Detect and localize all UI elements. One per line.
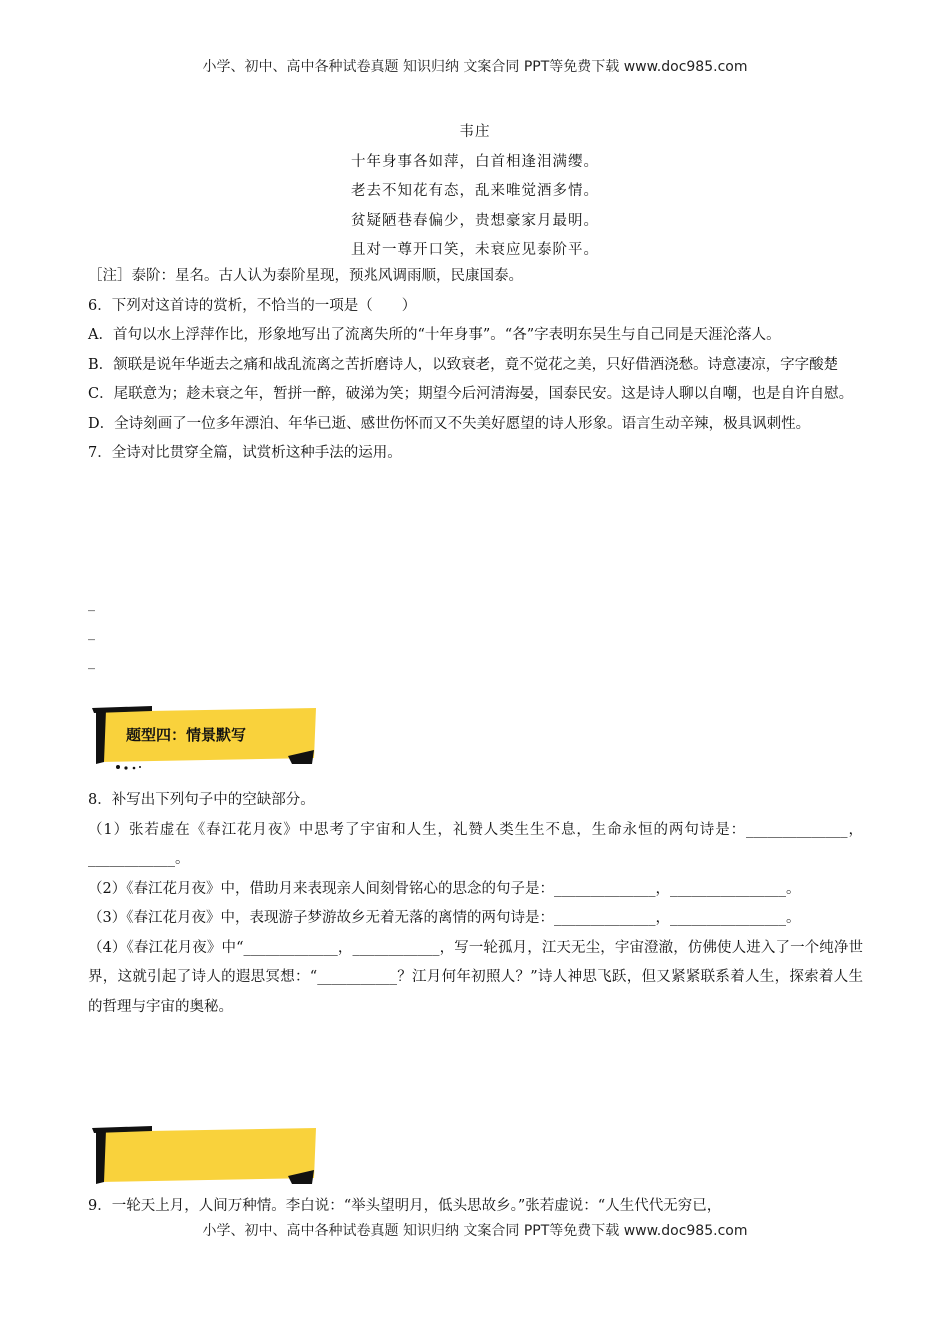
answer-line: _ bbox=[88, 654, 95, 670]
poem bbox=[0, 118, 950, 266]
question-9-stem bbox=[88, 1192, 863, 1222]
question-9-text: 9．一轮天上月，人间万种情。李白说：“举头望明月，低头思故乡。”张若虚说：“人生代代无穷已， bbox=[88, 1198, 722, 1214]
question-6-option-a: A．首句以水上浮萍作比，形象地写出了流离失所的“十年身事”。“各”字表明东吴生与自己同是天涯沦落人。 bbox=[88, 327, 781, 343]
section-banner-4 bbox=[92, 706, 318, 762]
section-title: 题型四：情景默写 bbox=[126, 726, 247, 744]
section-banner-5 bbox=[92, 1126, 318, 1182]
question-block-6-7 bbox=[88, 262, 863, 469]
question-block-8 bbox=[88, 786, 863, 1022]
answer-line: _ bbox=[88, 625, 95, 641]
poem-line: 老去不知花有态，乱来唯觉酒多情。 bbox=[351, 183, 599, 199]
poem-line: 贫疑陋巷春偏少，贵想豪家月最明。 bbox=[351, 212, 599, 229]
question-8-item-1: （1）张若虚在《春江花月夜》中思考了宇宙和人生，礼赞人类生生不息，生命永恒的两句诗是：______________，____________。 bbox=[88, 821, 863, 867]
banner-background bbox=[92, 1126, 318, 1190]
poem-line: 且对一尊开口笑，未衰应见泰阶平。 bbox=[351, 242, 599, 258]
question-7-stem: 7．全诗对比贯穿全篇，试赏析这种手法的运用。 bbox=[88, 445, 402, 461]
page-footer: 小学、初中、高中各种试卷真题 知识归纳 文案合同 PPT等免费下载 www.doc985.com bbox=[202, 1223, 748, 1239]
question-8-item-4: （4）《春江花月夜》中“_____________，____________，写一轮孤月，江天无尘，宇宙澄澈，仿佛使人进入了一个纯净世界，这就引起了诗人的遐思冥想：“___________？江月何年初照人？”诗人神思飞跃，但又紧紧联系着人生，探索着人生的哲理与宇宙的奥秘。 bbox=[88, 939, 863, 1015]
question-8-stem: 8．补写出下列句子中的空缺部分。 bbox=[88, 792, 315, 808]
answer-line: _ bbox=[88, 596, 95, 612]
question-6-stem: 6．下列对这首诗的赏析，不恰当的一项是（ ） bbox=[88, 297, 417, 314]
question-6-option-b: B．颔联是说年华逝去之痛和战乱流离之苦折磨诗人，以致衰老，竟不觉花之美，只好借酒浇愁。诗意凄凉，字字酸楚 bbox=[88, 356, 839, 373]
poem-author: 韦庄 bbox=[459, 124, 491, 140]
poem-note: ［注］泰阶：星名。古人认为泰阶星现，预兆风调雨顺，民康国泰。 bbox=[88, 268, 523, 284]
question-6-option-c: C．尾联意为；趁未衰之年，暂拼一醉，破涕为笑；期望今后河清海晏，国泰民安。这是诗人聊以自嘲，也是自许自慰。 bbox=[88, 386, 854, 402]
question-6-option-d: D．全诗刻画了一位多年漂泊、年华已逝、感世伤怀而又不失美好愿望的诗人形象。语言生动辛辣，极具讽刺性。 bbox=[88, 415, 811, 432]
question-8-item-3: （3）《春江花月夜》中，表现游子梦游故乡无着无落的离情的两句诗是：______________，________________。 bbox=[88, 910, 801, 926]
question-8-item-2: （2）《春江花月夜》中，借助月来表现亲人间刻骨铭心的思念的句子是：______________，________________。 bbox=[88, 880, 801, 897]
page-header: 小学、初中、高中各种试卷真题 知识归纳 文案合同 PPT等免费下载 www.doc985.com bbox=[202, 59, 748, 75]
poem-line: 十年身事各如萍，白首相逢泪满缨。 bbox=[351, 153, 599, 170]
